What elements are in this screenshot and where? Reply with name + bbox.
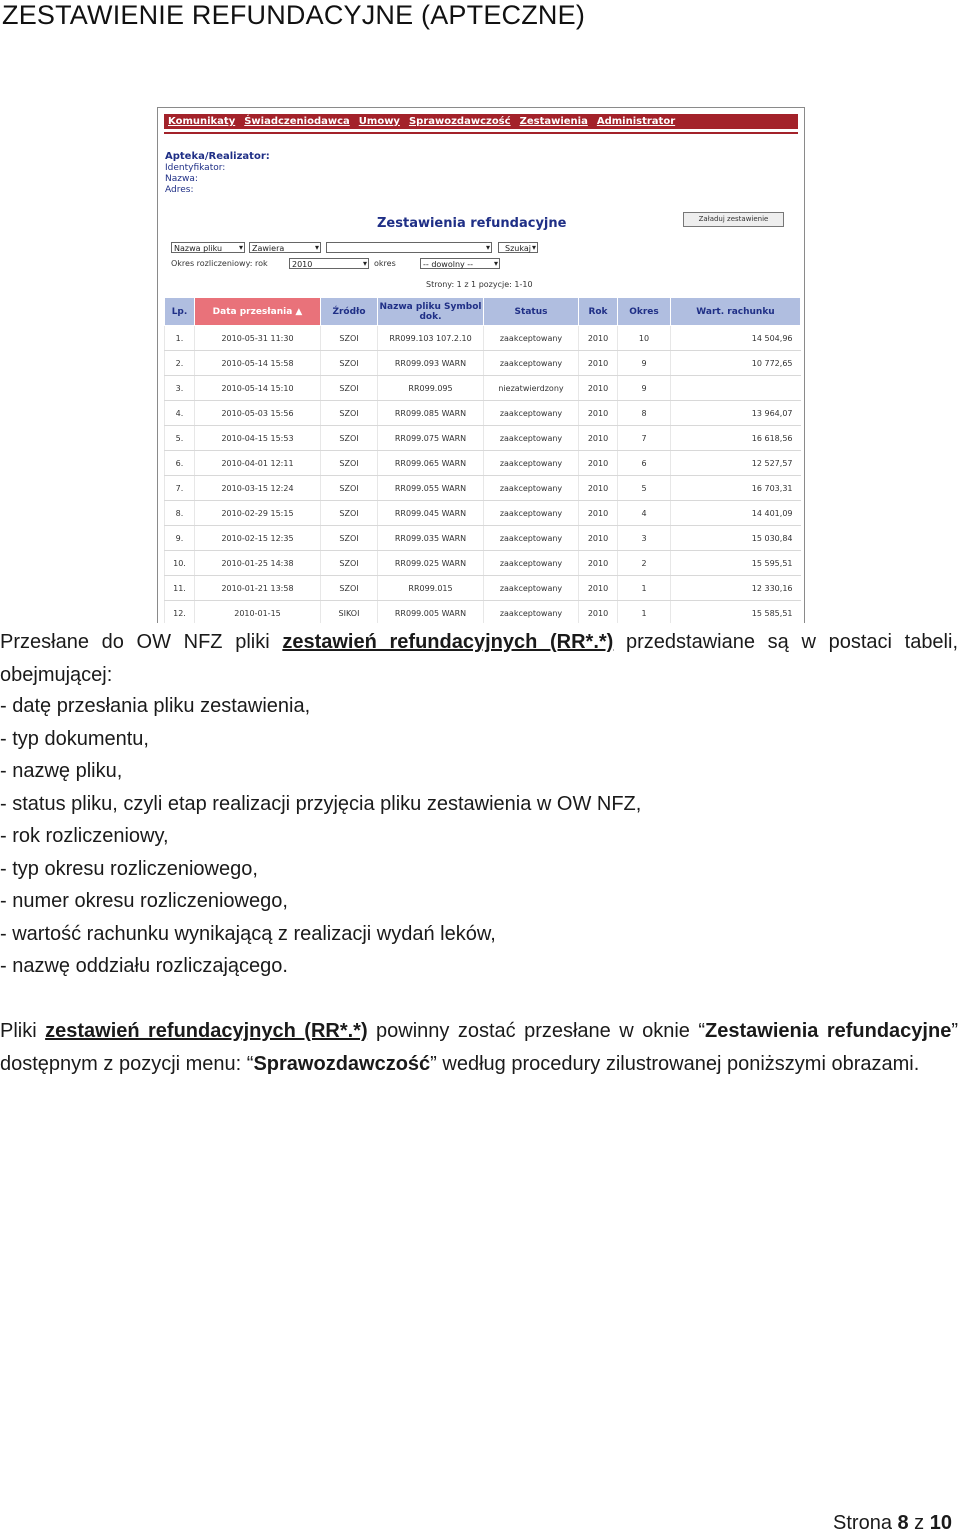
cell-lp: 7. [165,476,195,501]
cell-period: 9 [618,376,671,401]
menu-item-komunikaty[interactable]: Komunikaty [168,116,236,127]
cell-source: SZOI [321,401,378,426]
cell-status: niezatwierdzony [484,376,579,401]
intro-paragraph [0,626,958,691]
cell-year: 2010 [579,376,618,401]
cell-file-name: RR099.103 107.2.10 [378,326,484,351]
cell-source: SZOI [321,351,378,376]
list-item: - nazwę oddziału rozliczającego. [0,955,288,977]
cell-file-name: RR099.015 [378,576,484,601]
col-header-file-name[interactable]: Nazwa pliku Symbol dok. [378,298,484,326]
cell-status: zaakceptowany [484,326,579,351]
cell-year: 2010 [579,601,618,624]
pharmacy-id-label: Identyfikator: [165,163,226,173]
closing-text-1: Pliki [0,1020,46,1042]
table-row[interactable] [165,376,801,401]
cell-lp: 12. [165,601,195,624]
closing-files-link[interactable]: zestawień refundacyjnych (RR*.*) [45,1020,368,1042]
list-item: - datę przesłania pliku zestawienia, [0,695,311,717]
cell-date: 2010-05-14 15:58 [195,351,321,376]
cell-period: 8 [618,401,671,426]
col-header-status[interactable]: Status [484,298,579,326]
closing-menu-name: Sprawozdawczość [253,1052,431,1075]
table-row[interactable] [165,576,801,601]
pharmacy-address-label: Adres: [165,185,194,195]
col-header-lp[interactable]: Lp. [165,298,195,326]
cell-status: zaakceptowany [484,601,579,624]
cell-date: 2010-01-15 [195,601,321,624]
cell-date: 2010-03-15 12:24 [195,476,321,501]
list-item: - numer okresu rozliczeniowego, [0,890,288,912]
closing-text-4: według procedury zilustrowanej poniższymi obrazami. [436,1052,920,1075]
filter-field-select[interactable]: Nazwa pliku ▾ [171,242,245,253]
cell-source: SZOI [321,501,378,526]
list-item: - typ okresu rozliczeniowego, [0,857,258,880]
cell-lp: 3. [165,376,195,401]
cell-amount: 12 330,16 [671,576,801,601]
upload-statement-button[interactable]: Załaduj zestawienie [683,212,784,227]
cell-lp: 10. [165,551,195,576]
cell-file-name: RR099.095 [378,376,484,401]
search-button[interactable]: Szukaj ▾ [498,242,538,253]
list-item: - typ dokumentu, [0,727,149,750]
cell-lp: 5. [165,426,195,451]
cell-source: SZOI [321,376,378,401]
table-row[interactable] [165,501,801,526]
menu-item-sprawozdawczosc[interactable]: Sprawozdawczość [408,116,511,127]
cell-year: 2010 [579,476,618,501]
cell-date: 2010-05-31 11:30 [195,326,321,351]
cell-source: SZOI [321,476,378,501]
col-header-year[interactable]: Rok [579,298,618,326]
pharmacy-info [165,151,270,196]
cell-lp: 6. [165,451,195,476]
cell-amount: 14 401,09 [671,501,801,526]
page-footer [833,1512,952,1535]
table-row[interactable] [165,401,801,426]
cell-lp: 8. [165,501,195,526]
cell-lp: 4. [165,401,195,426]
menu-item-administrator[interactable]: Administrator [596,116,676,127]
cell-status: zaakceptowany [484,476,579,501]
col-header-date[interactable]: Data przesłania ▲ [195,298,321,326]
intro-text-start: Przesłane do OW NFZ pliki [0,631,283,653]
cell-lp: 11. [165,576,195,601]
cell-status: zaakceptowany [484,426,579,451]
pharmacy-label: Apteka/Realizator: [165,151,270,162]
cell-file-name: RR099.055 WARN [378,476,484,501]
cell-file-name: RR099.075 WARN [378,426,484,451]
intro-text-end: przedstawiane są w postaci tabeli, obejmującej: [0,631,959,686]
cell-date: 2010-01-21 13:58 [195,576,321,601]
period-month-select[interactable]: -- dowolny -- ▾ [420,258,500,269]
table-body [165,326,801,624]
cell-period: 1 [618,576,671,601]
cell-period: 1 [618,601,671,624]
cell-status: zaakceptowany [484,351,579,376]
cell-file-name: RR099.093 WARN [378,351,484,376]
attribute-list [0,690,641,983]
cell-amount: 16 703,31 [671,476,801,501]
app-menu-bar [164,114,798,129]
cell-year: 2010 [579,451,618,476]
closing-text-2: powinny zostać przesłane w oknie [367,1020,699,1042]
closing-text-3: dostępnym z pozycji menu: [0,1052,247,1075]
cell-date: 2010-02-29 15:15 [195,501,321,526]
table-row[interactable] [165,326,801,351]
cell-date: 2010-04-15 15:53 [195,426,321,451]
cell-date: 2010-05-14 15:10 [195,376,321,401]
cell-period: 9 [618,351,671,376]
cell-period: 5 [618,476,671,501]
cell-file-name: RR099.025 WARN [378,551,484,576]
filter-operator-select[interactable]: Zawiera ▾ [249,242,321,253]
cell-file-name: RR099.045 WARN [378,501,484,526]
cell-source: SZOI [321,576,378,601]
cell-status: zaakceptowany [484,501,579,526]
cell-source: SZOI [321,551,378,576]
cell-amount: 15 585,51 [671,601,801,624]
cell-status: zaakceptowany [484,451,579,476]
footer-prefix: Strona [833,1512,898,1534]
table-row[interactable] [165,551,801,576]
cell-period: 10 [618,326,671,351]
app-screenshot [157,107,805,623]
cell-period: 6 [618,451,671,476]
table-row[interactable] [165,451,801,476]
cell-source: SIKOI [321,601,378,624]
menu-item-swiadczeniodawca[interactable]: Świadczeniodawca [244,116,350,127]
document-title: ZESTAWIENIE REFUNDACYJNE (APTECZNE) [2,0,586,30]
closing-paragraph: Pliki zestawień refundacyjnych (RR*.*) powinny zostać przesłane w oknie “Zestawienia refundacyjne” dostępnym z pozycji menu: “Sprawozdawczość” według procedury zilustrowanej poniższymi obrazami. [0,1020,958,1075]
cell-amount: 16 618,56 [671,426,801,451]
cell-date: 2010-05-03 15:56 [195,401,321,426]
cell-file-name: RR099.085 WARN [378,401,484,426]
footer-page: 8 [897,1512,909,1534]
filter-value-input[interactable] [326,242,492,253]
list-item: - wartość rachunku wynikającą z realizacji wydań leków, [0,922,496,945]
cell-status: zaakceptowany [484,551,579,576]
col-header-source[interactable]: Źródło [321,298,378,326]
table-row[interactable] [165,601,801,624]
cell-date: 2010-02-15 12:35 [195,526,321,551]
cell-period: 2 [618,551,671,576]
cell-year: 2010 [579,326,618,351]
cell-amount: 13 964,07 [671,401,801,426]
table-row[interactable] [165,426,801,451]
cell-lp: 2. [165,351,195,376]
cell-year: 2010 [579,351,618,376]
cell-source: SZOI [321,426,378,451]
cell-amount: 15 595,51 [671,551,801,576]
table-header-row [165,298,801,326]
cell-amount: 15 030,84 [671,526,801,551]
cell-year: 2010 [579,551,618,576]
table-row[interactable] [165,351,801,376]
footer-middle: z [908,1512,930,1534]
list-item: - nazwę pliku, [0,760,123,782]
cell-amount: 14 504,96 [671,326,801,351]
cell-source: SZOI [321,451,378,476]
cell-status: zaakceptowany [484,576,579,601]
cell-period: 4 [618,501,671,526]
footer-total: 10 [929,1512,952,1534]
period-label: Okres rozliczeniowy: rok [171,259,268,268]
statements-table [164,297,801,623]
cell-lp: 9. [165,526,195,551]
period-month-label: okres [374,259,396,268]
cell-file-name: RR099.035 WARN [378,526,484,551]
panel-title: Zestawienia refundacyjne [377,216,567,231]
cell-source: SZOI [321,326,378,351]
cell-year: 2010 [579,426,618,451]
cell-amount [671,376,801,401]
menu-item-zestawienia[interactable]: Zestawienia [519,116,588,127]
pagination-info: Strony: 1 z 1 pozycje: 1-10 [426,280,533,289]
cell-file-name: RR099.005 WARN [378,601,484,624]
list-item: - rok rozliczeniowy, [0,825,169,847]
cell-year: 2010 [579,401,618,426]
cell-amount: 12 527,57 [671,451,801,476]
intro-files-link[interactable]: zestawień refundacyjnych (RR*.*) [282,631,614,653]
period-year-select[interactable]: 2010 ▾ [289,258,369,269]
menu-item-umowy[interactable]: Umowy [358,116,400,127]
menu-divider [164,132,798,134]
cell-period: 7 [618,426,671,451]
cell-date: 2010-01-25 14:38 [195,551,321,576]
table-row[interactable] [165,476,801,501]
table-row[interactable] [165,526,801,551]
closing-window-name: Zestawienia refundacyjne [705,1020,952,1042]
cell-year: 2010 [579,576,618,601]
list-item: - status pliku, czyli etap realizacji przyjęcia pliku zestawienia w OW NFZ, [0,792,642,815]
col-header-period[interactable]: Okres [618,298,671,326]
cell-status: zaakceptowany [484,526,579,551]
cell-year: 2010 [579,526,618,551]
cell-lp: 1. [165,326,195,351]
cell-amount: 10 772,65 [671,351,801,376]
pharmacy-name-label: Nazwa: [165,174,198,184]
cell-period: 3 [618,526,671,551]
cell-date: 2010-04-01 12:11 [195,451,321,476]
cell-year: 2010 [579,501,618,526]
cell-status: zaakceptowany [484,401,579,426]
col-header-amount[interactable]: Wart. rachunku [671,298,801,326]
cell-file-name: RR099.065 WARN [378,451,484,476]
cell-source: SZOI [321,526,378,551]
